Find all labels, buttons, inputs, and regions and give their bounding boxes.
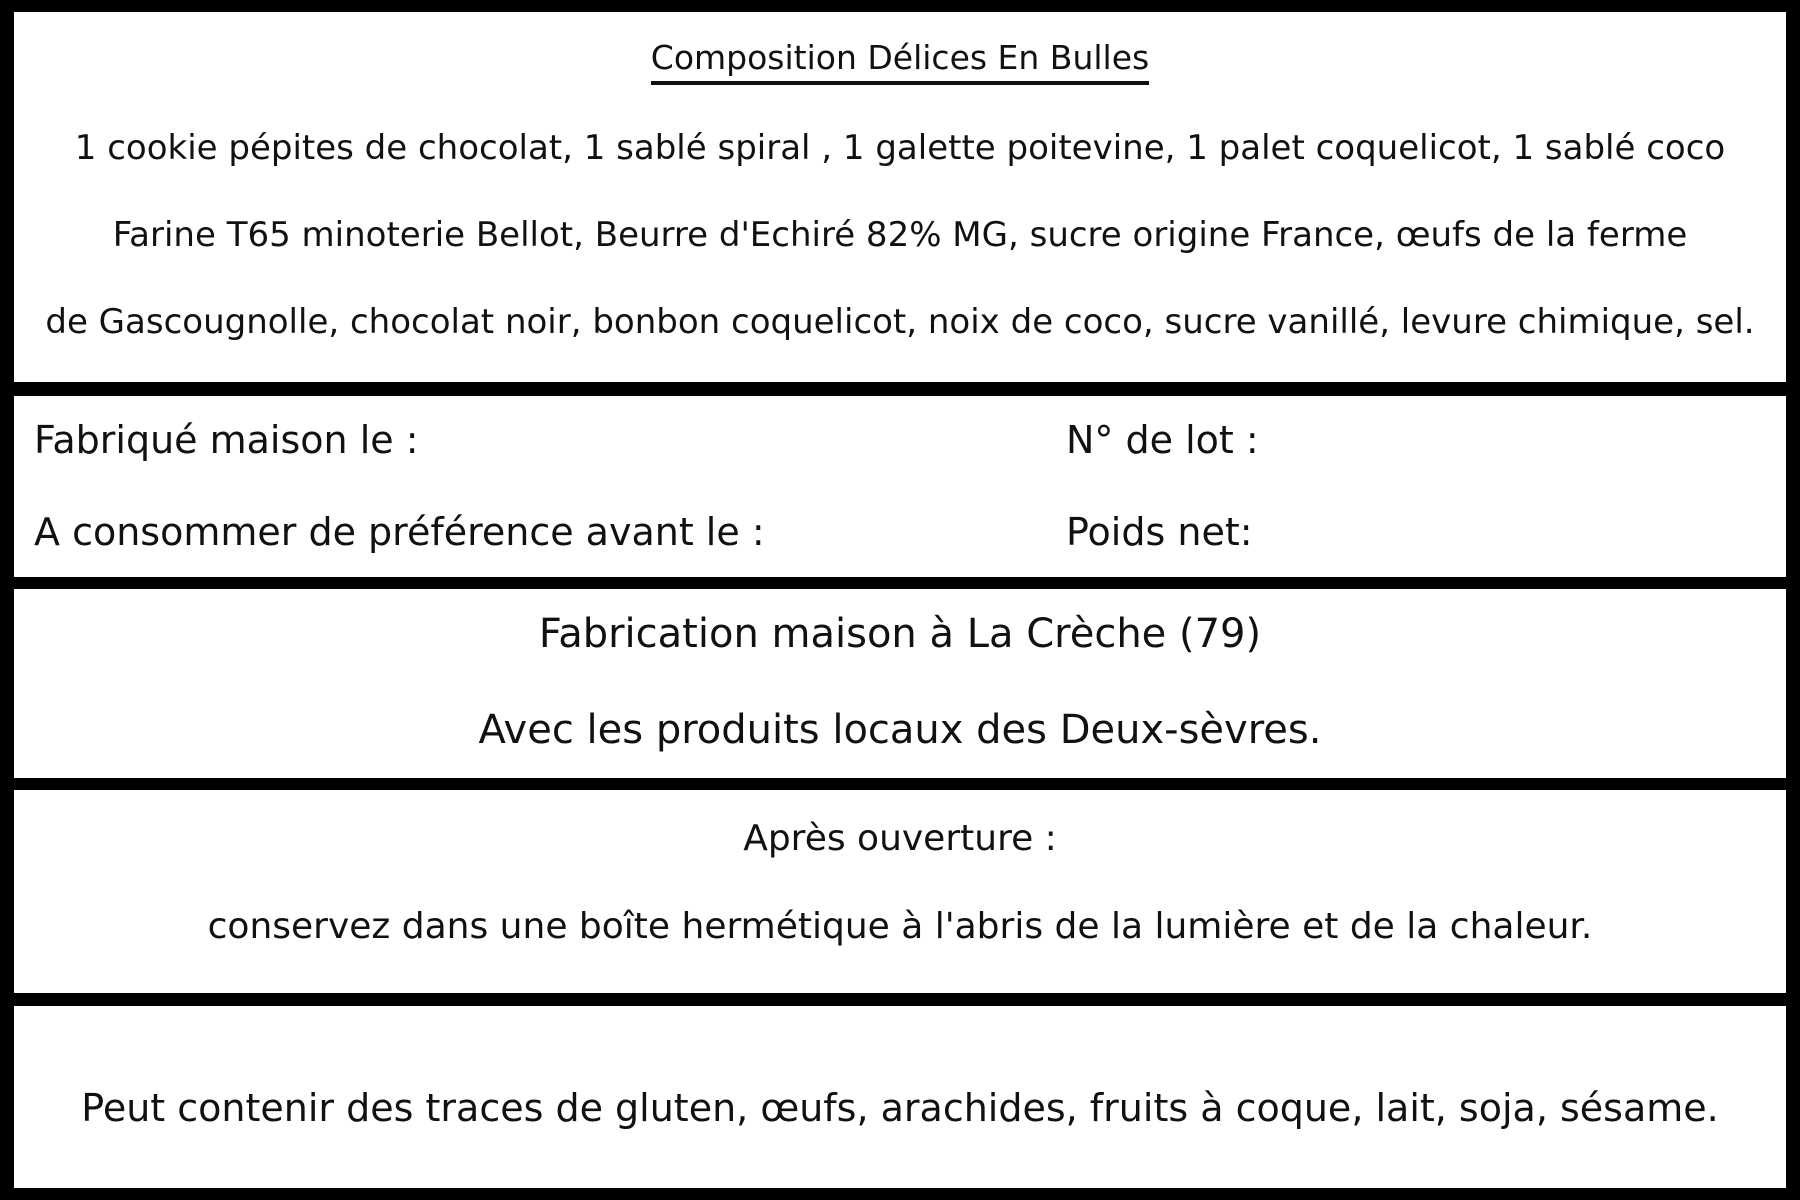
made-on-label: Fabriqué maison le : xyxy=(34,418,419,462)
origin-panel xyxy=(14,589,1786,778)
origin-location-text: Fabrication maison à La Crèche (79) xyxy=(538,611,1262,657)
origin-local-products-text: Avec les produits locaux des Deux-sèvres. xyxy=(478,707,1322,753)
composition-ingredients-line-1: Farine T65 minoterie Bellot, Beurre d'Echiré 82% MG, sucre origine France, œufs de la ferme xyxy=(112,215,1688,255)
composition-title xyxy=(14,38,1786,85)
allergen-warning: Peut contenir des traces de gluten, œufs, arachides, fruits à coque, lait, soja, sésame. xyxy=(81,1086,1719,1130)
composition-title-text: Composition Délices En Bulles xyxy=(651,38,1149,85)
net-weight-label: Poids net: xyxy=(1066,510,1253,554)
best-before-label: A consommer de préférence avant le : xyxy=(34,510,765,554)
composition-products-line: 1 cookie pépites de chocolat, 1 sablé spiral , 1 galette poitevine, 1 palet coquelicot, 1 sablé coco xyxy=(74,128,1726,168)
composition-ingredients-line-2: de Gascougnolle, chocolat noir, bonbon coquelicot, noix de coco, sucre vanillé, levure chimique, sel. xyxy=(45,302,1755,342)
composition-panel xyxy=(14,12,1786,382)
storage-instructions: conservez dans une boîte hermétique à l'abris de la lumière et de la chaleur. xyxy=(207,906,1593,947)
storage-title: Après ouverture : xyxy=(743,818,1057,859)
storage-panel xyxy=(14,790,1786,993)
lot-number-label: N° de lot : xyxy=(1066,418,1259,462)
allergen-panel xyxy=(14,1006,1786,1188)
production-info-panel xyxy=(14,396,1786,577)
